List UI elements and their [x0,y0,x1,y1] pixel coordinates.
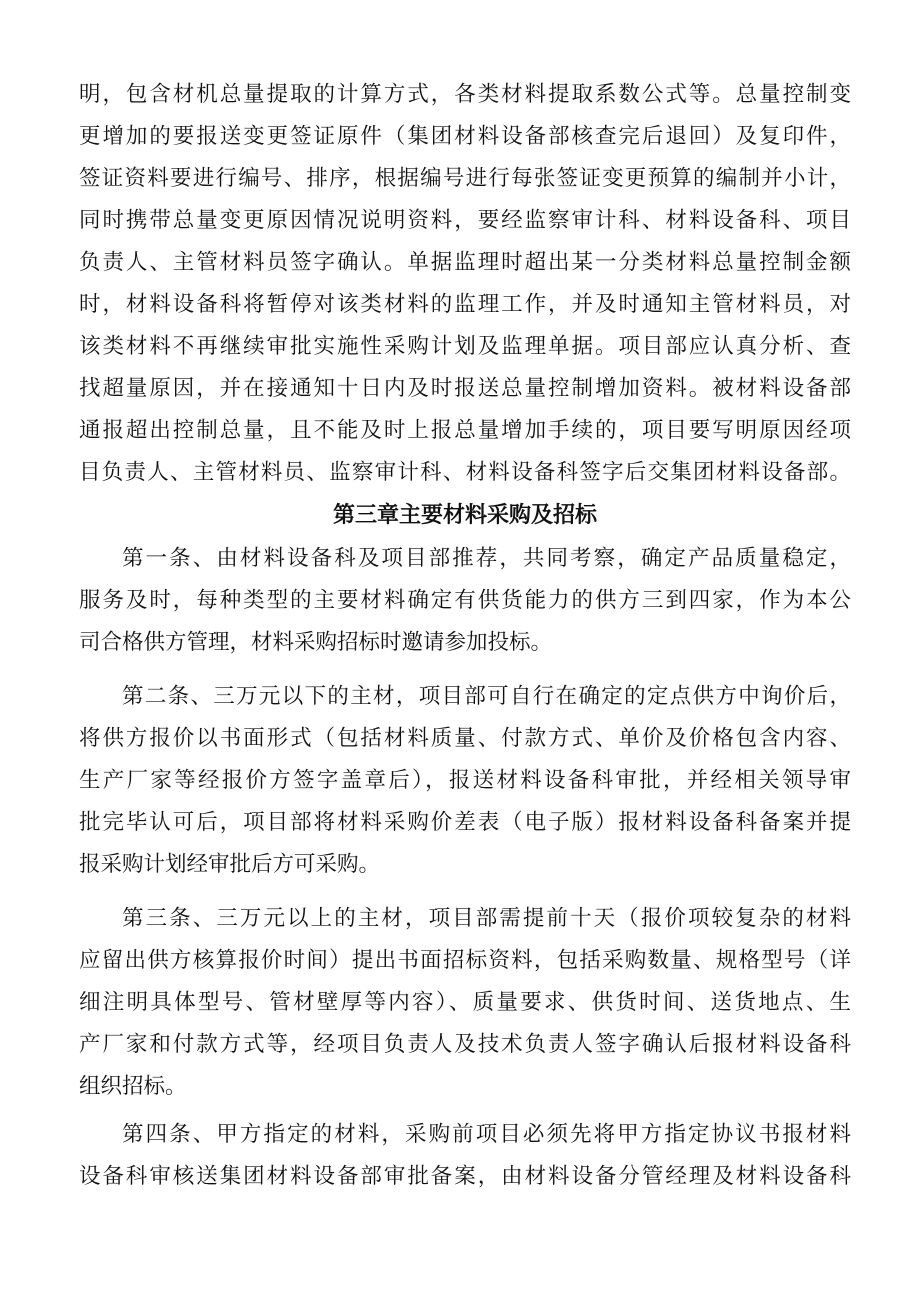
paragraph-line: 产厂家和付款方式等，经项目负责人及技术负责人签字确认后报材料设备科 [79,1032,851,1057]
paragraph-line: 设备科审核送集团材料设备部审批备案，由材料设备分管经理及材料设备科 [79,1164,851,1189]
paragraph-line: 细注明具体型号、管材壁厚等内容）、质量要求、供货时间、送货地点、生 [79,990,851,1015]
paragraph-line: 组织招标。 [79,1074,187,1099]
paragraph-line: 第四条、甲方指定的材料，采购前项目必须先将甲方指定协议书报材料 [122,1122,851,1147]
continued-paragraph [79,74,851,494]
document-page [79,74,851,1198]
paragraph-line: 签证资料要进行编号、排序，根据编号进行每张签证变更预算的编制并小计， [79,166,851,191]
paragraph-line: 该类材料不再继续审批实施性采购计划及监理单据。项目部应认真分析、查 [79,334,851,359]
paragraph-line: 司合格供方管理，材料采购招标时邀请参加投标。 [79,630,553,655]
paragraph-line: 报采购计划经审批后方可采购。 [79,852,381,877]
article-1 [79,538,851,664]
paragraph-line: 更增加的要报送变更签证原件（集团材料设备部核查完后退回）及复印件， [79,124,851,149]
article-4 [79,1114,851,1198]
paragraph-line: 第二条、三万元以下的主材，项目部可自行在确定的定点供方中询价后， [122,684,851,709]
paragraph-line: 时，材料设备科将暂停对该类材料的监理工作，并及时通知主管材料员，对 [79,292,851,317]
paragraph-line: 通报超出控制总量，且不能及时上报总量增加手续的，项目要写明原因经项 [79,418,851,443]
paragraph-line: 批完毕认可后，项目部将材料采购价差表（电子版）报材料设备科备案并提 [79,810,851,835]
chapter-heading: 第三章主要材料采购及招标 [332,503,597,528]
paragraph-line: 第一条、由材料设备科及项目部推荐，共同考察，确定产品质量稳定， [122,546,851,571]
article-2 [79,676,851,886]
paragraph-line: 明，包含材机总量提取的计算方式，各类材料提取系数公式等。总量控制变 [79,82,851,107]
paragraph-line: 目负责人、主管材料员、监察审计科、材料设备科签字后交集团材料设备部。 [79,460,851,485]
paragraph-line: 负责人、主管材料员签字确认。单据监理时超出某一分类材料总量控制金额 [79,250,851,275]
paragraph-line: 应留出供方核算报价时间）提出书面招标资料，包括采购数量、规格型号（详 [79,948,851,973]
paragraph-line: 同时携带总量变更原因情况说明资料，要经监察审计科、材料设备科、项目 [79,208,851,233]
paragraph-line: 服务及时，每种类型的主要材料确定有供货能力的供方三到四家，作为本公 [79,588,851,613]
article-3 [79,898,851,1108]
paragraph-line: 将供方报价以书面形式（包括材料质量、付款方式、单价及价格包含内容、 [79,726,851,751]
paragraph-line: 第三条、三万元以上的主材，项目部需提前十天（报价项较复杂的材料 [122,906,851,931]
paragraph-line: 找超量原因，并在接通知十日内及时报送总量控制增加资料。被材料设备部 [79,376,851,401]
paragraph-line: 生产厂家等经报价方签字盖章后），报送材料设备科审批，并经相关领导审 [79,768,851,793]
